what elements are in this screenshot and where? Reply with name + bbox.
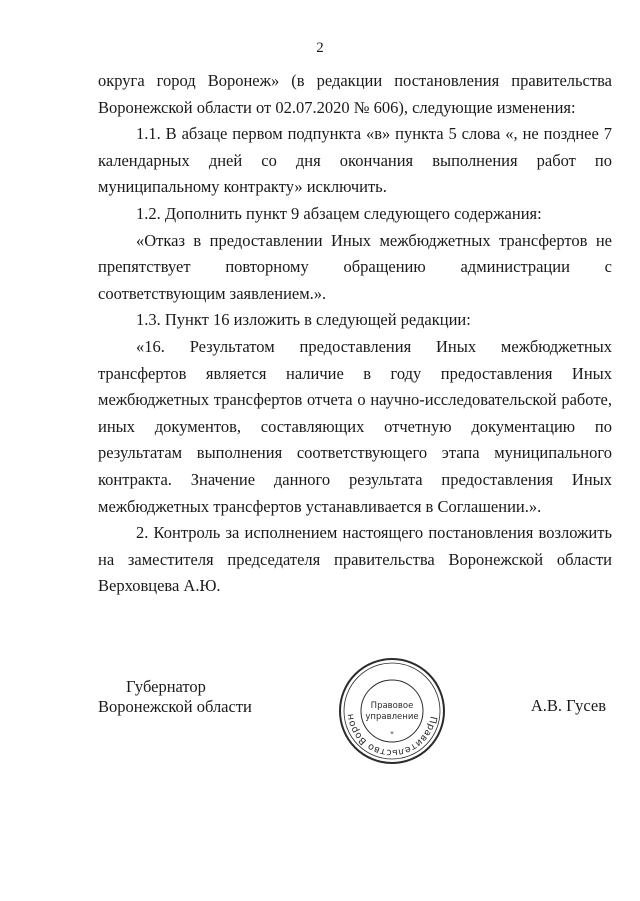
svg-text:*: * bbox=[390, 730, 394, 738]
paragraph-intro: округа город Воронеж» (в редакции постановления правительства Воронежской области от 02.07.2020 № 606), следующие изменения: bbox=[98, 71, 612, 117]
stamp-ring-text: Правительство Ворон bbox=[344, 712, 439, 759]
stamp-center-line2: управление bbox=[365, 712, 419, 722]
paragraph-quote-refusal: «Отказ в предоставлении Иных межбюджетных трансфертов не препятствует повторному обращению администрации с соответствующим заявлением.». bbox=[98, 230, 612, 303]
document-body bbox=[98, 68, 612, 600]
paragraph-quote-16: «16. Результатом предоставления Иных межбюджетных трансфертов является наличие в году предоставления Иных межбюджетных трансфертов отчета о научно-исследовательской работе, иных документов, составляющих отчетную документацию по результатам выполнения соответствующего этапа муниципального контракта. Значение данного результата предоставления Иных межбюджетных трансфертов устанавливается в Соглашении.». bbox=[98, 336, 612, 516]
paragraph-1-1: 1.1. В абзаце первом подпункта «в» пункта 5 слова «, не позднее 7 календарных дней со дня окончания выполнения работ по муниципальному контракту» исключить. bbox=[98, 124, 612, 197]
page-number: 2 bbox=[316, 40, 324, 56]
signatory-title-line1: Губернатор bbox=[126, 677, 206, 696]
stamp-seal-graphic bbox=[337, 656, 447, 766]
signatory-name: А.В. Гусев bbox=[530, 696, 606, 715]
signatory-title-line2: Воронежской области bbox=[98, 697, 252, 716]
paragraph-1-3: 1.3. Пункт 16 изложить в следующей редакции: bbox=[136, 310, 471, 330]
signatory-title bbox=[98, 677, 252, 717]
stamp-center-line1: Правовое bbox=[370, 701, 414, 711]
paragraph-2: 2. Контроль за исполнением настоящего постановления возложить на заместителя председателя правительства Воронежской области Верховцева А.Ю. bbox=[98, 523, 612, 596]
paragraph-1-2: 1.2. Дополнить пункт 9 абзацем следующего содержания: bbox=[136, 203, 542, 223]
official-stamp bbox=[337, 656, 447, 766]
